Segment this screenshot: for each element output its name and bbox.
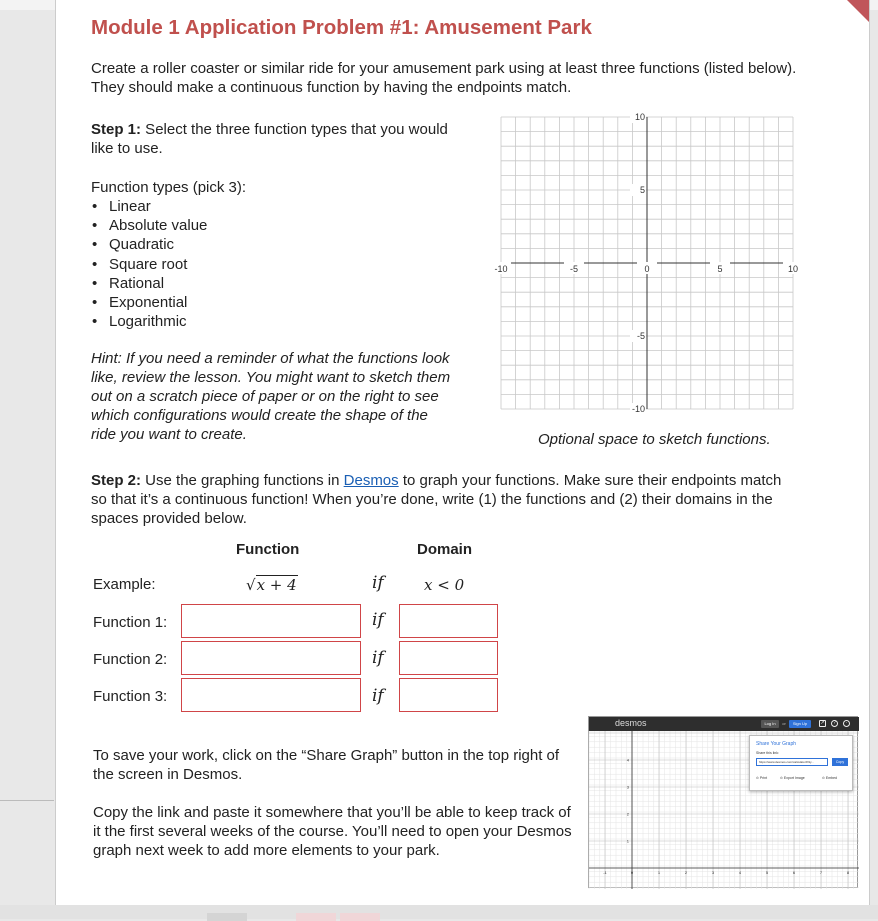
domain-column-header: Domain <box>417 541 473 558</box>
function-1-domain-input[interactable] <box>399 604 498 638</box>
sketch-graph[interactable] <box>496 112 798 424</box>
bottom-button[interactable] <box>340 913 380 921</box>
desmos-header <box>589 717 859 731</box>
function-2-input[interactable] <box>181 641 361 675</box>
desmos-link[interactable]: Desmos <box>343 472 399 489</box>
function-3-label: Function 3: <box>93 688 168 705</box>
example-if: if <box>372 573 384 593</box>
y-tick-label: 10 <box>634 112 645 122</box>
function-1-if: if <box>372 610 384 630</box>
desmos-x-tick: 3 <box>711 870 715 875</box>
desmos-x-tick: 7 <box>819 870 823 875</box>
hint-text: Hint: If you need a reminder of what the functions look like, review the lesson. You might want to sketch them out on a scratch piece of paper or on the right to see which configurations would create the shape of the ride you want to create. <box>91 350 451 443</box>
desmos-share-title: Share Your Graph <box>756 741 797 747</box>
x-tick-label: -10 <box>494 264 508 274</box>
desmos-share-url[interactable]: https://www.desmos.com/calculator/h9y... <box>756 758 828 766</box>
function-types-title: Function types (pick 3): <box>91 179 247 196</box>
desmos-logo: desmos <box>615 718 647 728</box>
example-function: √x + 4 <box>246 576 297 594</box>
left-margin-rule <box>0 800 54 801</box>
y-tick-label: -5 <box>636 331 645 341</box>
desmos-copy-button[interactable]: Copy <box>832 758 848 766</box>
desmos-signup-button[interactable]: Sign Up <box>789 720 811 728</box>
desmos-x-tick: 8 <box>846 870 850 875</box>
x-tick-label: 0 <box>644 264 650 274</box>
desmos-screenshot <box>588 716 858 888</box>
function-3-if: if <box>372 686 384 706</box>
function-type-item: • Exponential <box>91 293 207 312</box>
desmos-embed-label: Embed <box>825 776 837 780</box>
desmos-y-tick: 4 <box>626 757 629 763</box>
function-type-item: • Square root <box>91 255 207 274</box>
function-2-domain-input[interactable] <box>399 641 498 675</box>
desmos-print-label: Print <box>759 776 768 780</box>
y-tick-label: -10 <box>631 404 645 414</box>
function-1-input[interactable] <box>181 604 361 638</box>
desmos-login-button[interactable]: Log In <box>761 720 779 728</box>
function-1-label: Function 1: <box>93 614 168 631</box>
page-title: Module 1 Application Problem #1: Amusement Park <box>91 16 592 39</box>
desmos-print-button[interactable]: ⊙ Print <box>756 776 768 780</box>
desmos-y-tick: 1 <box>626 838 629 844</box>
function-3-input[interactable] <box>181 678 361 712</box>
function-type-item: • Rational <box>91 274 207 293</box>
save-instructions: To save your work, click on the “Share Graph” button in the top right of the screen in Desmos. <box>93 747 560 783</box>
desmos-y-tick: 2 <box>626 811 629 817</box>
function-type-item: • Quadratic <box>91 235 207 254</box>
function-3-domain-input[interactable] <box>399 678 498 712</box>
page-corner-flag <box>847 0 869 22</box>
step1-label: Step 1: <box>91 121 142 138</box>
example-radicand: x + 4 <box>256 576 297 594</box>
viewer-bottom-bar <box>0 905 878 919</box>
desmos-x-tick: 6 <box>792 870 796 875</box>
y-tick-label: 5 <box>639 185 645 195</box>
desmos-x-tick: 2 <box>684 870 688 875</box>
desmos-export-button[interactable]: ⊙ Export Image <box>780 776 805 780</box>
sketch-caption: Optional space to sketch functions. <box>538 431 771 448</box>
function-type-item: • Linear <box>91 197 207 216</box>
intro-text: Create a roller coaster or similar ride for your amusement park using at least three functions (listed below). They should make a continuous function by having the endpoints match. <box>91 60 797 96</box>
desmos-help-icon[interactable]: ? <box>831 720 838 727</box>
step2-label: Step 2: <box>91 472 142 489</box>
function-types-list <box>91 197 207 331</box>
function-2-if: if <box>372 648 384 668</box>
desmos-share-subtitle: Share this link: <box>756 751 779 755</box>
desmos-x-tick: 0 <box>630 870 634 875</box>
desmos-export-label: Export Image <box>783 776 805 780</box>
step2-text <box>91 471 791 528</box>
document-page <box>55 0 870 905</box>
step1-body: Select the three function types that you would like to use. <box>91 121 448 157</box>
step2-body-1: Use the graphing functions in <box>141 472 344 489</box>
bottom-button[interactable] <box>296 913 336 921</box>
x-tick-label: -5 <box>569 264 579 274</box>
desmos-x-tick: 5 <box>765 870 769 875</box>
desmos-x-tick: 4 <box>738 870 742 875</box>
desmos-share-popup <box>749 735 853 791</box>
function-2-label: Function 2: <box>93 651 168 668</box>
desmos-share-icon[interactable]: ↗ <box>820 720 825 726</box>
example-domain: x < 0 <box>424 576 465 594</box>
desmos-x-tick: 1 <box>657 870 661 875</box>
desmos-or-text: or <box>782 721 786 726</box>
function-type-item: • Logarithmic <box>91 312 207 331</box>
x-tick-label: 10 <box>787 264 799 274</box>
function-type-item: • Absolute value <box>91 216 207 235</box>
function-column-header: Function <box>236 541 300 558</box>
desmos-language-icon[interactable]: · <box>843 720 850 727</box>
step1-text <box>91 120 451 158</box>
desmos-y-tick: 3 <box>626 784 629 790</box>
example-label: Example: <box>93 576 156 593</box>
x-tick-label: 5 <box>717 264 723 274</box>
copy-instructions: Copy the link and paste it somewhere that you’ll be able to keep track of it the first several weeks of the course. You’ll need to open your Desmos graph next week to add more elements to your park. <box>93 804 572 859</box>
desmos-x-tick: -1 <box>603 870 607 875</box>
step2-body-2: to graph your functions. Make sure their endpoints match so that it’s a continuous function! When you’re done, write (1) the functions and (2) their domains in the spaces provided below. <box>91 472 782 527</box>
bottom-button[interactable] <box>207 913 247 921</box>
desmos-embed-button[interactable]: ⊙ Embed <box>822 776 837 780</box>
